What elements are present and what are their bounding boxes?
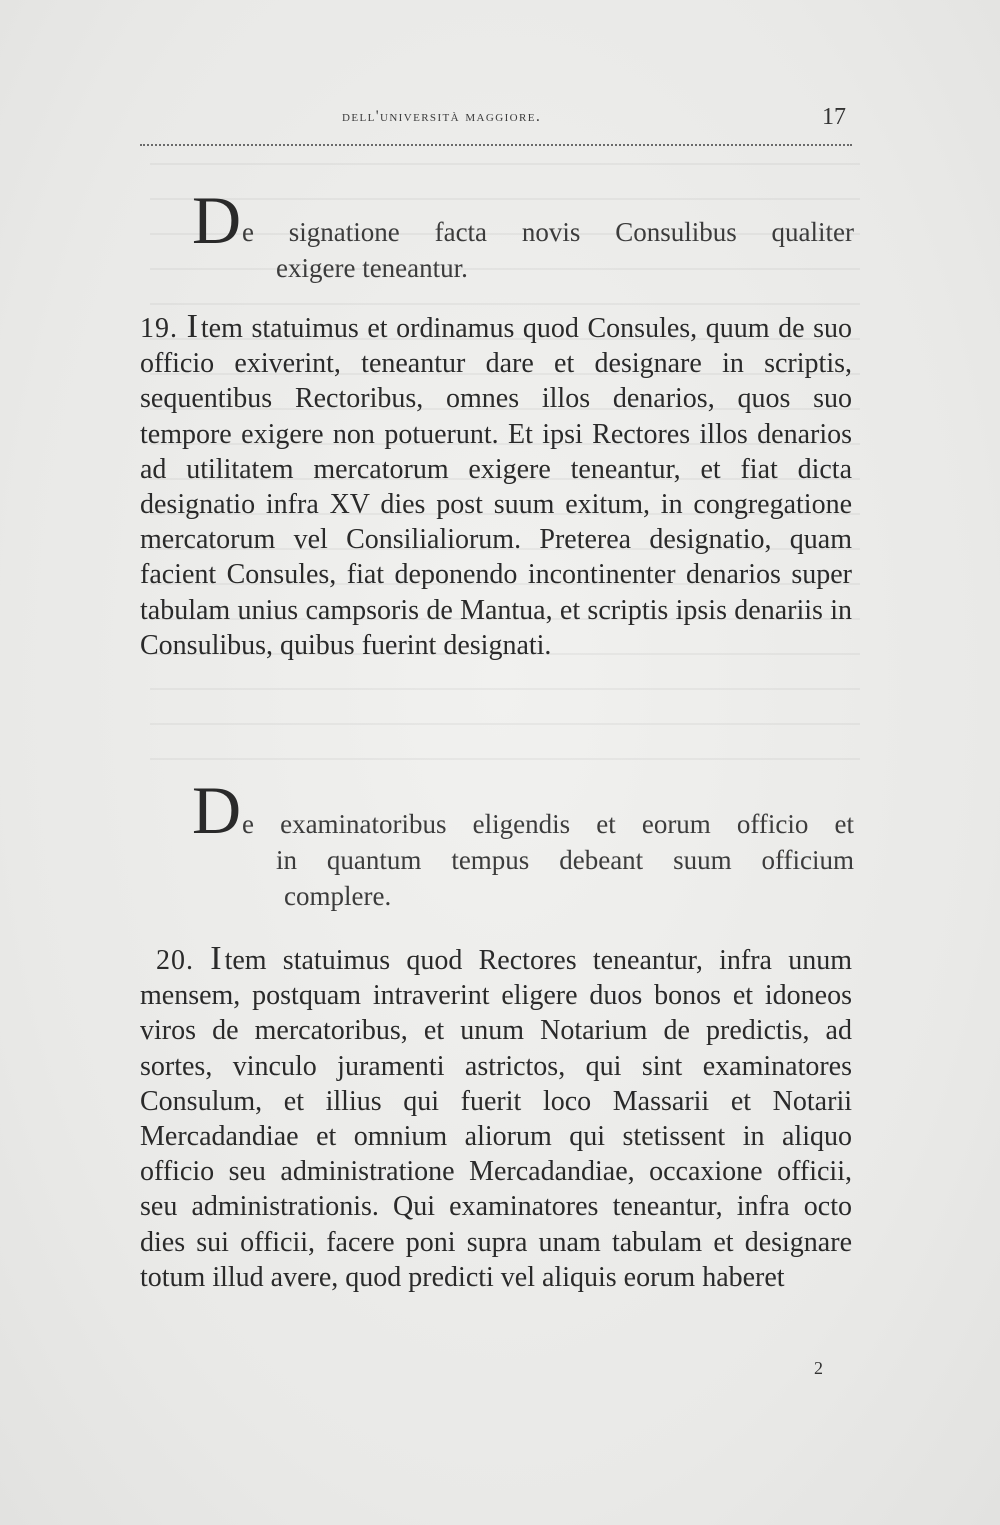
paragraph-19: [140, 309, 852, 663]
running-title: dell'università maggiore.: [342, 108, 542, 125]
signature-mark: 2: [814, 1358, 823, 1378]
paragraph-number: 20.: [156, 945, 194, 976]
section-heading-text: [242, 806, 854, 914]
heading-line: e examinatoribus eligendis et eorum officio et: [242, 809, 854, 839]
section-heading-1: [140, 182, 856, 283]
running-header: [140, 104, 852, 146]
paragraph-text: tem statuimus quod Rectores teneantur, infra unum mensem, postquam intraverint eligere duos bonos et idoneos viros de mercatoribus, et unum Notarium de predictis, ad sortes, vinculo juramenti astrictos, qui sint examinatores Consulum, et illius qui fuerit loco Massarii et Notarii Mercadandiae et omnium aliorum qui stetissent in aliquo officio seu administratione Mercadandiae, occaxione officii, seu administrationis. Qui examinatores teneantur, infra octo dies sui officii, facere poni supra unam tabulam et designare totum illud avere, quod predicti vel aliquis eorum haberet: [140, 945, 853, 1293]
heading-line: in quantum tempus debeant suum officium: [276, 845, 854, 875]
section-heading-2: [140, 772, 856, 916]
paragraph-text: tem statuimus et ordinamus quod Consules, quum de suo officio exiverint, teneantur dare et designare in scriptis, sequentibus Rectoribus, omnes illos denarios, quos suo tempore exigere non potuerunt. Et ipsi Rectores illos denarios ad utilitatem mercatorum exigere teneantur, et fiat dicta designatio infra XV dies post suum exitum, in congregatione mercatorum vel Consilialiorum. Preterea designatio, quam facient Consules, fiat deponendo incontinenter denarios super tabulam unius campsoris de Mantua, et scriptis ipsis denariis in Consulibus, quibus fuerint designati.: [140, 313, 852, 661]
heading-line: e signatione facta novis Consulibus qualiter: [242, 217, 854, 247]
page-number: 17: [822, 104, 846, 130]
heading-line: exigere teneantur.: [276, 253, 468, 283]
drop-cap: D: [192, 772, 242, 848]
section-heading-text: [242, 214, 854, 286]
initial-letter: I: [210, 940, 222, 977]
heading-line: complere.: [284, 881, 392, 911]
drop-cap: D: [192, 182, 242, 258]
paragraph-20: [140, 941, 852, 1295]
initial-letter: I: [186, 308, 198, 345]
paragraph-number: 19.: [140, 313, 178, 344]
